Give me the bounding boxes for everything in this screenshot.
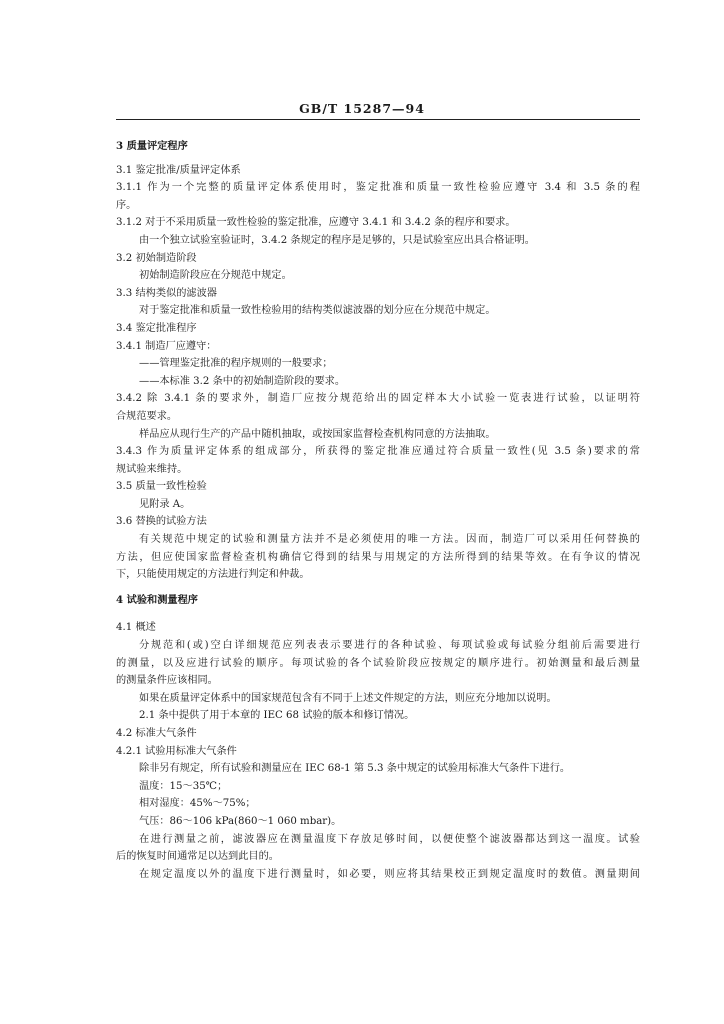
text-line: 温度：15～35℃； bbox=[139, 780, 228, 792]
text-line: ——本标准 3.2 条中的初始制造阶段的要求。 bbox=[139, 375, 346, 387]
text-line: 相对湿度：45%～75%； bbox=[139, 798, 256, 810]
text-line: 下，只能使用规定的方法进行判定和仲裁。 bbox=[116, 569, 310, 581]
text-line: 如果在质量评定体系中的国家规范包含有不同于上述文件规定的方法，则应充分地加以说明。 bbox=[139, 692, 557, 704]
text-line: 后的恢复时间通常足以达到此目的。 bbox=[116, 851, 279, 863]
text-line: 3.4.1 制造厂应遵守： bbox=[116, 340, 217, 352]
text-line: 3.3 结构类似的滤波器 bbox=[116, 287, 217, 299]
text-line: 规试验来维持。 bbox=[116, 463, 188, 475]
text-line: 见附录 A。 bbox=[139, 498, 191, 510]
header-rule bbox=[116, 119, 640, 120]
text-line: 4.2 标准大气条件 bbox=[116, 728, 197, 739]
text-line: 样品应从现行生产的产品中随机抽取，或按国家监督检查机构同意的方法抽取。 bbox=[139, 428, 496, 440]
text-line: 2.1 条中提供了用于本章的 IEC 68 试验的版本和修订情况。 bbox=[139, 710, 415, 722]
text-line: 初始制造阶段应在分规范中规定。 bbox=[139, 270, 292, 282]
document-header: GB/T 15287—94 bbox=[299, 101, 425, 116]
text-line: 序。 bbox=[116, 199, 137, 211]
text-line: 3.1.2 对于不采用质量一致性检验的鉴定批准，应遵守 3.4.1 和 3.4.2 条的程序和要求。 bbox=[116, 217, 516, 229]
text-line: 4.2.1 试验用标准大气条件 bbox=[116, 745, 237, 757]
text-line: 除非另有规定，所有试验和测量应在 IEC 68-1 第 5.3 条中规定的试验用标准大气条件下进行。 bbox=[139, 763, 571, 775]
text-line: 方法，但应使国家监督检查机构确信它得到的结果与用规定的方法所得到的结果等效。在有争议的情况 bbox=[116, 551, 640, 563]
text-line: 气压：86～106 kPa(860～1 060 mbar)。 bbox=[139, 815, 342, 827]
text-line: 3.2 初始制造阶段 bbox=[116, 252, 197, 264]
text-line: 4.1 概述 bbox=[116, 622, 156, 634]
text-line: 的测量，以及应进行试验的顺序。每项试验的各个试验阶段应按规定的顺序进行。初始测量和最后测量 bbox=[116, 657, 640, 669]
text-line: 由一个独立试验室验证时，3.4.2 条规定的程序是足够的，只是试验室应出具合格证明。 bbox=[139, 234, 535, 246]
document-body bbox=[116, 138, 640, 883]
spacer bbox=[116, 584, 640, 592]
text-line: 3.4.3 作为质量评定体系的组成部分，所获得的鉴定批准应通过符合质量一致性(见 3.5 条)要求的常 bbox=[116, 446, 640, 458]
text-line: 有关规范中规定的试验和测量方法并不是必须使用的唯一方法。因而，制造厂可以采用任何替换的 bbox=[139, 534, 640, 546]
text-line: 对于鉴定批准和质量一致性检验用的结构类似滤波器的划分应在分规范中规定。 bbox=[139, 305, 496, 317]
text-line: 合规范要求。 bbox=[116, 410, 178, 422]
text-line: 3.4.2 除 3.4.1 条的要求外，制造厂应按分规范给出的固定样本大小试验一览表进行试验，以证明符 bbox=[116, 393, 640, 405]
text-line: ——管理鉴定批准的程序规则的一般要求； bbox=[139, 358, 333, 370]
text-line: 3.6 替换的试验方法 bbox=[116, 516, 207, 528]
text-line: 的测量条件应该相同。 bbox=[116, 675, 218, 687]
text-line: 在进行测量之前，滤波器应在测量温度下存放足够时间，以便使整个滤波器都达到这一温度。试验 bbox=[139, 833, 640, 845]
text-line: 3.4 鉴定批准程序 bbox=[116, 322, 197, 334]
text-line: 3.1.1 作为一个完整的质量评定体系使用时，鉴定批准和质量一致性检验应遵守 3.4 和 3.5 条的程 bbox=[116, 182, 640, 194]
spacer bbox=[116, 609, 640, 619]
text-line: 3.1 鉴定批准/质量评定体系 bbox=[116, 164, 241, 176]
text-line: 分规范和(或)空白详细规范应列表表示要进行的各种试验、每项试验或每试验分组前后需要进行 bbox=[139, 640, 640, 652]
text-line: 3 质量评定程序 bbox=[116, 140, 188, 152]
text-line: 3.5 质量一致性检验 bbox=[116, 481, 207, 493]
text-line: 4 试验和测量程序 bbox=[116, 593, 198, 606]
text-line: 在规定温度以外的温度下进行测量时，如必要，则应将其结果校正到规定温度时的数值。测量期间 bbox=[139, 868, 640, 880]
